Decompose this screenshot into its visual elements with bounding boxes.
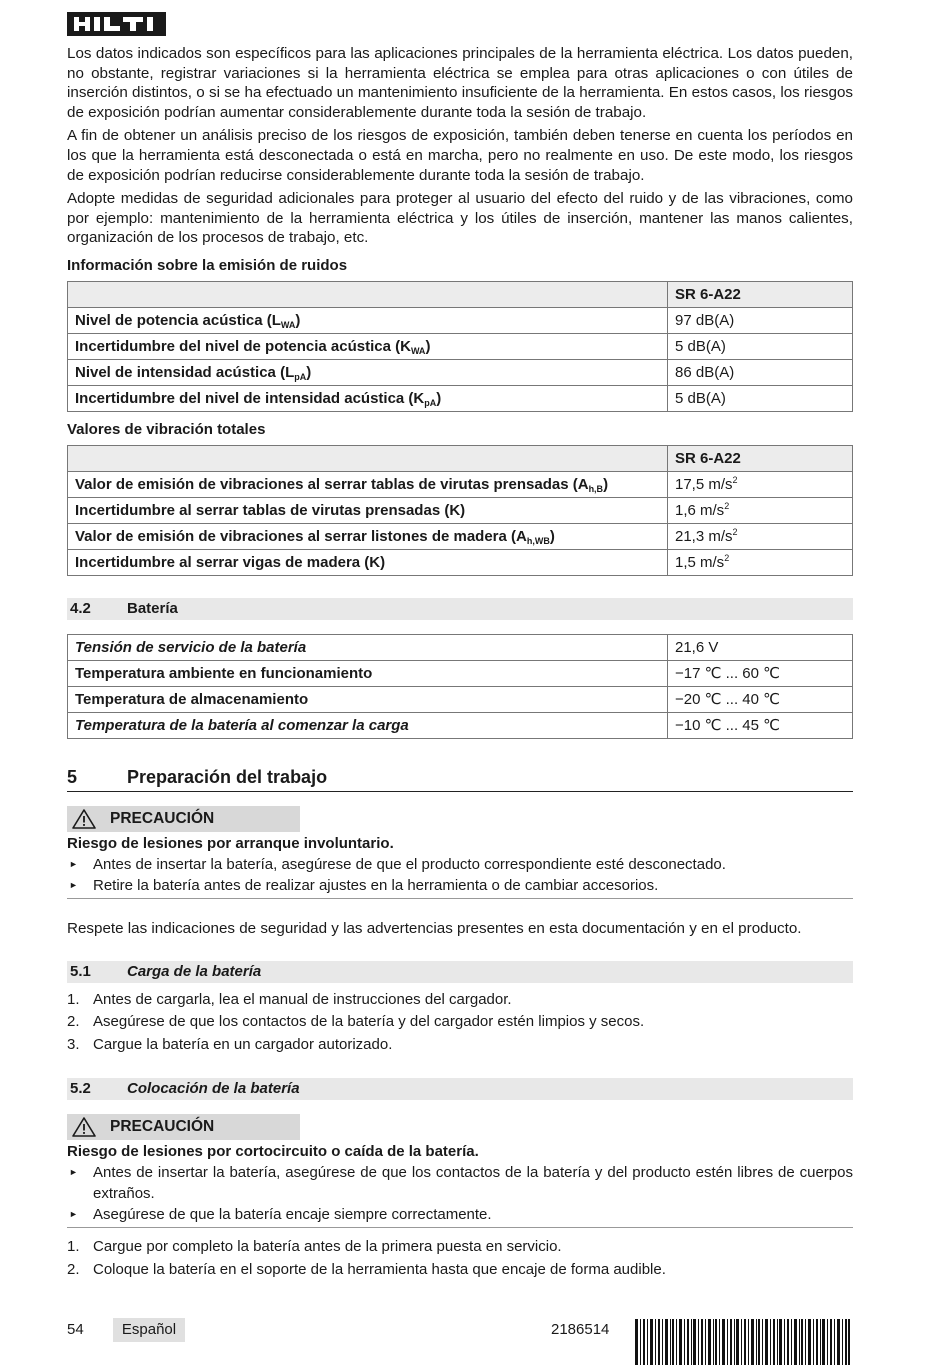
row-value: −20 ℃ ... 40 ℃ — [668, 686, 853, 712]
row-label: Incertidumbre al serrar tablas de virutas prensadas (K) — [68, 497, 668, 523]
barcode — [635, 1319, 850, 1365]
row-value: −10 ℃ ... 45 ℃ — [668, 712, 853, 738]
row-label: Incertidumbre del nivel de potencia acústica $(K_{WA})$ — [68, 333, 668, 359]
row-label: Temperatura de la batería al comenzar la carga — [68, 712, 668, 738]
warning-triangle-icon — [72, 1117, 100, 1137]
intro-paragraph: Los datos indicados son específicos para las aplicaciones principales de la herramienta eléctrica. Los datos pueden, no obstante, registrar variaciones si la herramienta eléctrica se emplea para otras aplicaciones o con útiles de inserción distintos, o si se ha efectuado un mantenimiento insuficiente de la herramienta. En estos casos, los riesgos de exposición podrían aumentar considerablemente durante toda la sesión de trabajo. — [67, 45, 853, 121]
row-value: 21,6 V — [668, 634, 853, 660]
table-row — [68, 307, 853, 333]
table-row — [68, 385, 853, 411]
table-row — [68, 523, 853, 549]
caution-text: PRECAUCIÓN — [110, 809, 215, 827]
list-item: ► Antes de insertar la batería, asegúrese de que el producto correspondiente esté desconectado. — [69, 855, 726, 873]
battery-table — [67, 634, 853, 739]
section-title: Carga de la batería — [127, 962, 262, 980]
table-row — [68, 471, 853, 497]
risk-statement: Riesgo de lesiones por arranque involuntario. — [67, 834, 394, 852]
caution-bullets — [67, 1162, 853, 1225]
table-row — [68, 712, 853, 738]
divider — [67, 898, 853, 899]
noise-table — [67, 281, 853, 412]
caution-label — [67, 1114, 300, 1140]
bullet-arrow-icon: ► — [69, 1209, 78, 1220]
chapter-heading — [67, 765, 853, 792]
section-title: Colocación de la batería — [127, 1080, 300, 1098]
risk-statement: Riesgo de lesiones por cortocircuito o caída de la batería. — [67, 1143, 479, 1161]
chapter-title: Preparación del trabajo — [127, 766, 328, 787]
list-item: 2. Asegúrese de que los contactos de la batería y del cargador estén limpios y secos. — [67, 1013, 645, 1031]
row-label: Nivel de potencia acústica $(L_{WA})$ — [68, 307, 668, 333]
list-item: 3. Cargue la batería en un cargador autorizado. — [67, 1035, 393, 1053]
header-blank-cell — [68, 281, 668, 307]
table-row — [68, 549, 853, 575]
section-heading-5-2 — [67, 1078, 853, 1100]
row-value: 5 dB(A) — [668, 385, 853, 411]
list-item: ► Retire la batería antes de realizar ajustes en la herramienta o de cambiar accesorios. — [69, 876, 659, 894]
intro-paragraph: A fin de obtener un análisis preciso de los riesgos de exposición, también deben tenerse en cuenta los períodos en los que la herramienta está desconectada o está en marcha, pero no realmente en uso. De este modo, los riesgos de exposición podrían reducirse considerablemente durante toda la sesión de trabajo. — [67, 127, 853, 184]
hilti-logo — [67, 12, 166, 36]
section-number: 4.2 — [70, 599, 91, 617]
header-blank-cell — [68, 445, 668, 471]
row-value: 1,6 $m/s^2$ — [668, 497, 853, 523]
table-row — [68, 359, 853, 385]
row-label: Valor de emisión de vibraciones al serrar listones de madera $(A_{h,WB})$ — [68, 523, 668, 549]
row-label: Incertidumbre del nivel de intensidad acústica $(K_{pA})$ — [68, 385, 668, 411]
row-label: Temperatura ambiente en funcionamiento — [68, 660, 668, 686]
table-header-row — [68, 281, 853, 307]
table-row — [68, 686, 853, 712]
steps-list — [67, 1236, 853, 1281]
chapter-number: 5 — [67, 766, 78, 787]
list-item: 2. Coloque la batería en el soporte de la herramienta hasta que encaje de forma audible. — [67, 1260, 666, 1278]
row-label: Valor de emisión de vibraciones al serrar tablas de virutas prensadas $(A_{h,B})$ — [68, 471, 668, 497]
bullet-arrow-icon: ► — [69, 1167, 78, 1178]
section-title: Batería — [127, 599, 178, 617]
bullet-arrow-icon: ► — [69, 858, 78, 869]
language-label: Español — [113, 1318, 185, 1342]
intro-paragraph: Adopte medidas de seguridad adicionales para proteger al usuario del efecto del ruido y de las vibraciones, como por ejemplo: mantenimiento de la herramienta eléctrica y los útiles de inserción, mantener las manos calientes, organización de los procesos de trabajo, etc. — [67, 190, 853, 247]
row-value: −17 ℃ ... 60 ℃ — [668, 660, 853, 686]
row-value: 21,3 $m/s^2$ — [668, 523, 853, 549]
table-header-row — [68, 445, 853, 471]
warning-triangle-icon — [72, 809, 100, 829]
safety-note: Respete las indicaciones de seguridad y las advertencias presentes en esta documentación y en el producto. — [67, 919, 802, 937]
row-value: 1,5 $m/s^2$ — [668, 549, 853, 575]
section-heading-battery — [67, 598, 853, 620]
page-content — [67, 44, 853, 1281]
bullet-arrow-icon: ► — [69, 879, 78, 890]
row-value: 86 dB(A) — [668, 359, 853, 385]
table-row — [68, 660, 853, 686]
vibration-table-title: Valores de vibración totales — [67, 420, 266, 438]
row-label: Incertidumbre al serrar vigas de madera (K) — [68, 549, 668, 575]
row-value: 97 dB(A) — [668, 307, 853, 333]
list-item: 1. Cargue por completo la batería antes de la primera puesta en servicio. — [67, 1238, 562, 1256]
list-item: ► Antes de insertar la batería, asegúrese de que los contactos de la batería y del producto estén libres de cuerpos extraños. — [69, 1164, 853, 1203]
row-value: 17,5 $m/s^2$ — [668, 471, 853, 497]
list-item: ► Asegúrese de que la batería encaje siempre correctamente. — [69, 1206, 492, 1224]
divider — [67, 1227, 853, 1228]
caution-label — [67, 806, 300, 832]
model-header: SR 6-A22 — [668, 445, 853, 471]
section-number: 5.2 — [70, 1080, 91, 1098]
row-label: Temperatura de almacenamiento — [68, 686, 668, 712]
section-heading-5-1 — [67, 961, 853, 983]
row-value: 5 dB(A) — [668, 333, 853, 359]
page-number: 54 — [67, 1321, 84, 1338]
section-number: 5.1 — [70, 962, 91, 980]
hilti-logo-mark — [73, 16, 161, 32]
caution-text: PRECAUCIÓN — [110, 1118, 215, 1136]
noise-table-title: Información sobre la emisión de ruidos — [67, 256, 348, 274]
list-item: 1. Antes de cargarla, lea el manual de instrucciones del cargador. — [67, 990, 512, 1008]
steps-list — [67, 989, 853, 1057]
row-label: Nivel de intensidad acústica $(L_{pA})$ — [68, 359, 668, 385]
caution-bullets — [67, 854, 853, 896]
table-row — [68, 333, 853, 359]
table-row — [68, 497, 853, 523]
table-row — [68, 634, 853, 660]
document-code: 2186514 — [551, 1321, 610, 1338]
row-label: Tensión de servicio de la batería — [68, 634, 668, 660]
model-header: SR 6-A22 — [668, 281, 853, 307]
vibration-table — [67, 445, 853, 576]
